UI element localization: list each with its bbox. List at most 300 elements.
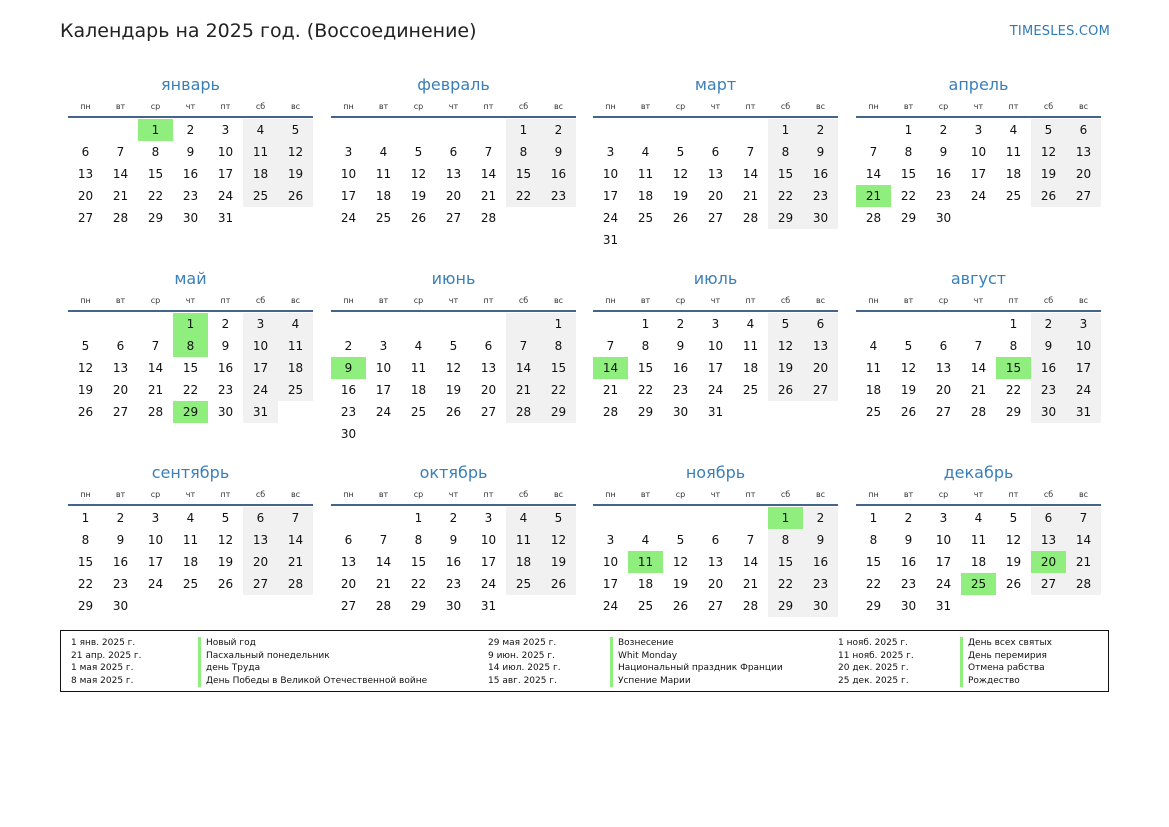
holiday-day-cell[interactable]: 11 [628,551,663,573]
day-cell[interactable]: 14 [147,361,164,375]
day-cell[interactable]: 26 [217,577,234,591]
day-cell[interactable]: 16 [112,555,129,569]
holiday-day-cell[interactable]: 29 [173,401,208,423]
day-cell[interactable]: 20 [707,577,724,591]
day-cell[interactable]: 6 [116,339,125,353]
weekend-day-cell[interactable]: 14 [1066,529,1101,551]
day-cell[interactable]: 6 [484,339,493,353]
day-cell[interactable]: 26 [77,405,94,419]
day-cell[interactable]: 11 [742,339,759,353]
day-cell[interactable]: 30 [182,211,199,225]
day-cell[interactable]: 14 [112,167,129,181]
day-cell[interactable]: 1 [81,511,90,525]
weekend-day-cell[interactable]: 30 [803,207,838,229]
weekend-day-cell[interactable]: 12 [541,529,576,551]
weekend-day-cell[interactable]: 16 [803,551,838,573]
weekend-day-cell[interactable]: 2 [803,119,838,141]
day-cell[interactable]: 29 [865,599,882,613]
day-cell[interactable]: 11 [1005,145,1022,159]
weekend-day-cell[interactable]: 6 [1066,119,1101,141]
day-cell[interactable]: 8 [1009,339,1018,353]
weekend-day-cell[interactable]: 18 [278,357,313,379]
weekend-day-cell[interactable]: 29 [768,595,803,617]
day-cell[interactable]: 20 [445,189,462,203]
weekend-day-cell[interactable]: 31 [243,401,278,423]
weekend-day-cell[interactable]: 7 [278,507,313,529]
weekend-day-cell[interactable]: 13 [1031,529,1066,551]
weekend-day-cell[interactable]: 12 [1031,141,1066,163]
day-cell[interactable]: 31 [707,405,724,419]
weekend-day-cell[interactable]: 16 [1031,357,1066,379]
weekend-day-cell[interactable]: 8 [768,529,803,551]
day-cell[interactable]: 3 [379,339,388,353]
day-cell[interactable]: 7 [379,533,388,547]
weekend-day-cell[interactable]: 28 [506,401,541,423]
day-cell[interactable]: 25 [742,383,759,397]
holiday-day-cell[interactable]: 15 [996,357,1031,379]
day-cell[interactable]: 26 [1005,577,1022,591]
day-cell[interactable]: 13 [112,361,129,375]
day-cell[interactable]: 11 [375,167,392,181]
weekend-day-cell[interactable]: 19 [1031,163,1066,185]
day-cell[interactable]: 17 [707,361,724,375]
weekend-day-cell[interactable]: 30 [1031,401,1066,423]
day-cell[interactable]: 24 [340,211,357,225]
day-cell[interactable]: 3 [606,145,615,159]
weekend-day-cell[interactable]: 10 [1066,335,1101,357]
weekend-day-cell[interactable]: 20 [803,357,838,379]
day-cell[interactable]: 13 [935,361,952,375]
day-cell[interactable]: 13 [707,167,724,181]
day-cell[interactable]: 7 [869,145,878,159]
day-cell[interactable]: 10 [340,167,357,181]
weekend-day-cell[interactable]: 22 [541,379,576,401]
day-cell[interactable]: 19 [410,189,427,203]
day-cell[interactable]: 20 [112,383,129,397]
day-cell[interactable]: 14 [742,555,759,569]
day-cell[interactable]: 2 [221,317,230,331]
day-cell[interactable]: 7 [746,533,755,547]
weekend-day-cell[interactable]: 3 [1066,313,1101,335]
weekend-day-cell[interactable]: 19 [541,551,576,573]
day-cell[interactable]: 9 [676,339,685,353]
day-cell[interactable]: 1 [904,123,913,137]
day-cell[interactable]: 24 [970,189,987,203]
day-cell[interactable]: 2 [676,317,685,331]
day-cell[interactable]: 6 [81,145,90,159]
weekend-day-cell[interactable]: 28 [278,573,313,595]
day-cell[interactable]: 11 [182,533,199,547]
weekend-day-cell[interactable]: 11 [278,335,313,357]
day-cell[interactable]: 2 [186,123,195,137]
day-cell[interactable]: 28 [480,211,497,225]
day-cell[interactable]: 22 [410,577,427,591]
day-cell[interactable]: 30 [217,405,234,419]
day-cell[interactable]: 28 [602,405,619,419]
day-cell[interactable]: 15 [637,361,654,375]
day-cell[interactable]: 5 [676,533,685,547]
day-cell[interactable]: 15 [77,555,94,569]
day-cell[interactable]: 18 [1005,167,1022,181]
weekend-day-cell[interactable]: 9 [803,141,838,163]
day-cell[interactable]: 5 [414,145,423,159]
weekend-day-cell[interactable]: 2 [541,119,576,141]
weekend-day-cell[interactable]: 11 [243,141,278,163]
day-cell[interactable]: 26 [672,599,689,613]
weekend-day-cell[interactable]: 9 [1031,335,1066,357]
day-cell[interactable]: 10 [602,167,619,181]
weekend-day-cell[interactable]: 8 [506,141,541,163]
weekend-day-cell[interactable]: 1 [541,313,576,335]
weekend-day-cell[interactable]: 6 [1031,507,1066,529]
day-cell[interactable]: 21 [147,383,164,397]
day-cell[interactable]: 1 [641,317,650,331]
weekend-day-cell[interactable]: 8 [768,141,803,163]
weekend-day-cell[interactable]: 4 [243,119,278,141]
day-cell[interactable]: 22 [637,383,654,397]
weekend-day-cell[interactable]: 27 [803,379,838,401]
day-cell[interactable]: 15 [182,361,199,375]
day-cell[interactable]: 23 [445,577,462,591]
day-cell[interactable]: 19 [445,383,462,397]
day-cell[interactable]: 27 [707,211,724,225]
weekend-day-cell[interactable]: 6 [803,313,838,335]
weekend-day-cell[interactable]: 26 [278,185,313,207]
day-cell[interactable]: 8 [904,145,913,159]
weekend-day-cell[interactable]: 21 [506,379,541,401]
day-cell[interactable]: 21 [602,383,619,397]
day-cell[interactable]: 22 [900,189,917,203]
day-cell[interactable]: 23 [340,405,357,419]
day-cell[interactable]: 16 [445,555,462,569]
weekend-day-cell[interactable]: 15 [506,163,541,185]
day-cell[interactable]: 7 [606,339,615,353]
weekend-day-cell[interactable]: 24 [243,379,278,401]
weekend-day-cell[interactable]: 26 [1031,185,1066,207]
day-cell[interactable]: 23 [672,383,689,397]
day-cell[interactable]: 17 [935,555,952,569]
day-cell[interactable]: 5 [676,145,685,159]
day-cell[interactable]: 17 [147,555,164,569]
day-cell[interactable]: 25 [865,405,882,419]
day-cell[interactable]: 10 [970,145,987,159]
day-cell[interactable]: 19 [217,555,234,569]
weekend-day-cell[interactable]: 23 [541,185,576,207]
weekend-day-cell[interactable]: 7 [1066,507,1101,529]
day-cell[interactable]: 9 [186,145,195,159]
day-cell[interactable]: 16 [900,555,917,569]
day-cell[interactable]: 20 [77,189,94,203]
day-cell[interactable]: 12 [672,555,689,569]
day-cell[interactable]: 16 [672,361,689,375]
day-cell[interactable]: 29 [147,211,164,225]
day-cell[interactable]: 15 [900,167,917,181]
day-cell[interactable]: 25 [375,211,392,225]
weekend-day-cell[interactable]: 1 [506,119,541,141]
day-cell[interactable]: 24 [935,577,952,591]
day-cell[interactable]: 18 [410,383,427,397]
holiday-day-cell[interactable]: 1 [138,119,173,141]
day-cell[interactable]: 22 [865,577,882,591]
day-cell[interactable]: 3 [939,511,948,525]
day-cell[interactable]: 12 [1005,533,1022,547]
day-cell[interactable]: 12 [445,361,462,375]
day-cell[interactable]: 4 [641,145,650,159]
day-cell[interactable]: 8 [869,533,878,547]
weekend-day-cell[interactable]: 22 [768,573,803,595]
day-cell[interactable]: 4 [1009,123,1018,137]
weekend-day-cell[interactable]: 6 [243,507,278,529]
day-cell[interactable]: 22 [1005,383,1022,397]
day-cell[interactable]: 5 [1009,511,1018,525]
day-cell[interactable]: 5 [904,339,913,353]
day-cell[interactable]: 17 [217,167,234,181]
day-cell[interactable]: 12 [410,167,427,181]
weekend-day-cell[interactable]: 23 [803,185,838,207]
weekend-day-cell[interactable]: 20 [1066,163,1101,185]
day-cell[interactable]: 20 [340,577,357,591]
day-cell[interactable]: 4 [974,511,983,525]
day-cell[interactable]: 3 [606,533,615,547]
day-cell[interactable]: 4 [414,339,423,353]
day-cell[interactable]: 6 [711,533,720,547]
holiday-day-cell[interactable]: 21 [856,185,891,207]
day-cell[interactable]: 7 [116,145,125,159]
day-cell[interactable]: 2 [939,123,948,137]
day-cell[interactable]: 28 [970,405,987,419]
day-cell[interactable]: 10 [707,339,724,353]
day-cell[interactable]: 22 [77,577,94,591]
day-cell[interactable]: 1 [414,511,423,525]
day-cell[interactable]: 28 [112,211,129,225]
weekend-day-cell[interactable]: 4 [506,507,541,529]
weekend-day-cell[interactable]: 19 [768,357,803,379]
weekend-day-cell[interactable]: 13 [803,335,838,357]
day-cell[interactable]: 16 [217,361,234,375]
day-cell[interactable]: 7 [151,339,160,353]
weekend-day-cell[interactable]: 23 [803,573,838,595]
weekend-day-cell[interactable]: 21 [1066,551,1101,573]
weekend-day-cell[interactable]: 27 [1031,573,1066,595]
day-cell[interactable]: 29 [77,599,94,613]
weekend-day-cell[interactable]: 22 [768,185,803,207]
day-cell[interactable]: 21 [742,189,759,203]
weekend-day-cell[interactable]: 1 [768,119,803,141]
day-cell[interactable]: 3 [221,123,230,137]
weekend-day-cell[interactable]: 9 [541,141,576,163]
weekend-day-cell[interactable]: 16 [541,163,576,185]
day-cell[interactable]: 14 [480,167,497,181]
weekend-day-cell[interactable]: 23 [1031,379,1066,401]
day-cell[interactable]: 31 [480,599,497,613]
day-cell[interactable]: 17 [340,189,357,203]
day-cell[interactable]: 25 [1005,189,1022,203]
day-cell[interactable]: 12 [672,167,689,181]
day-cell[interactable]: 7 [746,145,755,159]
day-cell[interactable]: 23 [935,189,952,203]
weekend-day-cell[interactable]: 25 [278,379,313,401]
weekend-day-cell[interactable]: 30 [803,595,838,617]
day-cell[interactable]: 1 [1009,317,1018,331]
day-cell[interactable]: 28 [742,599,759,613]
day-cell[interactable]: 21 [480,189,497,203]
day-cell[interactable]: 28 [742,211,759,225]
day-cell[interactable]: 5 [449,339,458,353]
weekend-day-cell[interactable]: 20 [243,551,278,573]
day-cell[interactable]: 13 [707,555,724,569]
day-cell[interactable]: 12 [217,533,234,547]
holiday-day-cell[interactable]: 25 [961,573,996,595]
day-cell[interactable]: 30 [340,427,357,441]
day-cell[interactable]: 29 [900,211,917,225]
day-cell[interactable]: 10 [375,361,392,375]
weekend-day-cell[interactable]: 24 [1066,379,1101,401]
day-cell[interactable]: 5 [221,511,230,525]
day-cell[interactable]: 10 [147,533,164,547]
day-cell[interactable]: 22 [147,189,164,203]
weekend-day-cell[interactable]: 12 [768,335,803,357]
day-cell[interactable]: 14 [375,555,392,569]
day-cell[interactable]: 3 [974,123,983,137]
day-cell[interactable]: 8 [414,533,423,547]
day-cell[interactable]: 26 [445,405,462,419]
weekend-day-cell[interactable]: 7 [506,335,541,357]
day-cell[interactable]: 24 [375,405,392,419]
day-cell[interactable]: 27 [77,211,94,225]
day-cell[interactable]: 25 [637,599,654,613]
weekend-day-cell[interactable]: 5 [1031,119,1066,141]
day-cell[interactable]: 17 [970,167,987,181]
day-cell[interactable]: 23 [182,189,199,203]
weekend-day-cell[interactable]: 25 [243,185,278,207]
day-cell[interactable]: 2 [116,511,125,525]
weekend-day-cell[interactable]: 10 [243,335,278,357]
day-cell[interactable]: 21 [742,577,759,591]
day-cell[interactable]: 11 [410,361,427,375]
day-cell[interactable]: 30 [935,211,952,225]
weekend-day-cell[interactable]: 14 [506,357,541,379]
day-cell[interactable]: 4 [379,145,388,159]
holiday-day-cell[interactable]: 20 [1031,551,1066,573]
day-cell[interactable]: 18 [970,555,987,569]
day-cell[interactable]: 30 [445,599,462,613]
day-cell[interactable]: 18 [865,383,882,397]
day-cell[interactable]: 30 [672,405,689,419]
day-cell[interactable]: 11 [970,533,987,547]
day-cell[interactable]: 3 [711,317,720,331]
day-cell[interactable]: 24 [480,577,497,591]
day-cell[interactable]: 23 [217,383,234,397]
day-cell[interactable]: 11 [865,361,882,375]
day-cell[interactable]: 10 [935,533,952,547]
brand-link[interactable]: TIMESLES.COM [1009,24,1110,39]
day-cell[interactable]: 20 [480,383,497,397]
day-cell[interactable]: 19 [1005,555,1022,569]
weekend-day-cell[interactable]: 18 [243,163,278,185]
day-cell[interactable]: 19 [672,189,689,203]
day-cell[interactable]: 23 [900,577,917,591]
day-cell[interactable]: 16 [935,167,952,181]
day-cell[interactable]: 7 [974,339,983,353]
day-cell[interactable]: 14 [970,361,987,375]
day-cell[interactable]: 11 [637,167,654,181]
day-cell[interactable]: 3 [484,511,493,525]
day-cell[interactable]: 27 [340,599,357,613]
weekend-day-cell[interactable]: 5 [768,313,803,335]
day-cell[interactable]: 26 [672,211,689,225]
weekend-day-cell[interactable]: 27 [243,573,278,595]
day-cell[interactable]: 27 [707,599,724,613]
day-cell[interactable]: 24 [602,599,619,613]
day-cell[interactable]: 2 [449,511,458,525]
day-cell[interactable]: 22 [182,383,199,397]
day-cell[interactable]: 4 [641,533,650,547]
day-cell[interactable]: 18 [182,555,199,569]
weekend-day-cell[interactable]: 28 [1066,573,1101,595]
day-cell[interactable]: 14 [742,167,759,181]
day-cell[interactable]: 8 [151,145,160,159]
day-cell[interactable]: 9 [449,533,458,547]
day-cell[interactable]: 21 [970,383,987,397]
day-cell[interactable]: 15 [865,555,882,569]
day-cell[interactable]: 4 [746,317,755,331]
day-cell[interactable]: 7 [484,145,493,159]
day-cell[interactable]: 25 [410,405,427,419]
day-cell[interactable]: 17 [602,577,619,591]
day-cell[interactable]: 27 [445,211,462,225]
day-cell[interactable]: 13 [480,361,497,375]
weekend-day-cell[interactable]: 17 [243,357,278,379]
day-cell[interactable]: 3 [344,145,353,159]
day-cell[interactable]: 24 [217,189,234,203]
weekend-day-cell[interactable]: 9 [803,529,838,551]
day-cell[interactable]: 24 [147,577,164,591]
weekend-day-cell[interactable]: 17 [1066,357,1101,379]
weekend-day-cell[interactable]: 13 [1066,141,1101,163]
weekend-day-cell[interactable]: 12 [278,141,313,163]
day-cell[interactable]: 12 [77,361,94,375]
holiday-day-cell[interactable]: 1 [768,507,803,529]
day-cell[interactable]: 6 [449,145,458,159]
day-cell[interactable]: 20 [935,383,952,397]
day-cell[interactable]: 29 [410,599,427,613]
day-cell[interactable]: 31 [602,233,619,247]
weekend-day-cell[interactable]: 16 [803,163,838,185]
weekend-day-cell[interactable]: 13 [243,529,278,551]
day-cell[interactable]: 17 [375,383,392,397]
weekend-day-cell[interactable]: 27 [1066,185,1101,207]
day-cell[interactable]: 15 [410,555,427,569]
day-cell[interactable]: 19 [77,383,94,397]
day-cell[interactable]: 31 [935,599,952,613]
day-cell[interactable]: 6 [711,145,720,159]
day-cell[interactable]: 25 [637,211,654,225]
day-cell[interactable]: 12 [900,361,917,375]
weekend-day-cell[interactable]: 29 [541,401,576,423]
day-cell[interactable]: 8 [641,339,650,353]
weekend-day-cell[interactable]: 14 [278,529,313,551]
day-cell[interactable]: 29 [1005,405,1022,419]
weekend-day-cell[interactable]: 2 [1031,313,1066,335]
weekend-day-cell[interactable]: 5 [541,507,576,529]
weekend-day-cell[interactable]: 26 [768,379,803,401]
weekend-day-cell[interactable]: 31 [1066,401,1101,423]
day-cell[interactable]: 18 [637,189,654,203]
day-cell[interactable]: 26 [410,211,427,225]
day-cell[interactable]: 2 [904,511,913,525]
day-cell[interactable]: 27 [480,405,497,419]
day-cell[interactable]: 1 [869,511,878,525]
